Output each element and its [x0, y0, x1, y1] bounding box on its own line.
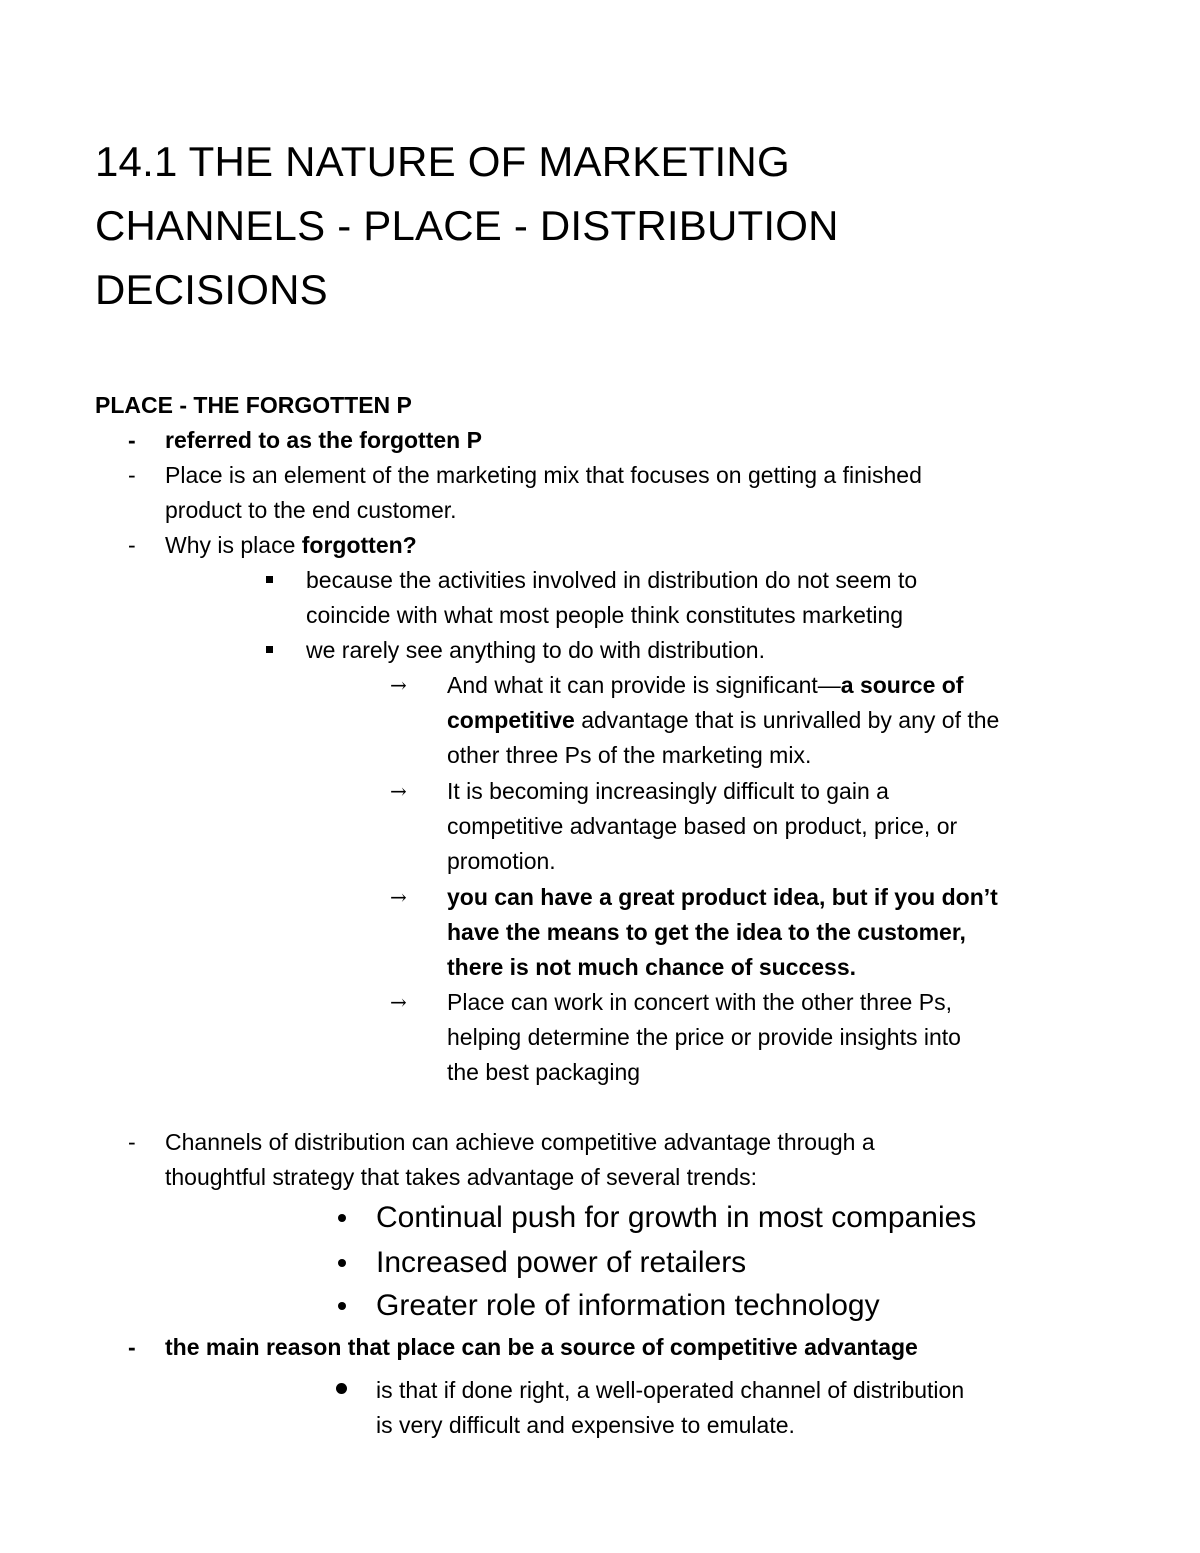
item-text-bold: a source of [840, 672, 964, 698]
arrow-item-continuation: other three Ps of the marketing mix. [447, 742, 812, 768]
arrow-item-continuation: helping determine the price or provide insights into [447, 1024, 961, 1050]
list-item: referred to as the forgotten P [165, 427, 482, 453]
list-item: Place is an element of the marketing mix that focuses on getting a finished [165, 462, 922, 488]
item-text: advantage that is unrivalled by any of the [574, 707, 1000, 733]
item-text: Why is place [165, 532, 302, 558]
dash-marker: - [128, 462, 136, 488]
bullet-icon [338, 1259, 346, 1267]
title-line-1: 14.1 THE NATURE OF MARKETING [95, 138, 790, 185]
arrow-icon: → [390, 885, 407, 909]
trend-item: Continual push for growth in most companies [376, 1201, 977, 1234]
bullet-icon [336, 1383, 347, 1394]
sub-list-item: we rarely see anything to do with distribution. [306, 637, 765, 663]
list-item-continuation: thoughtful strategy that takes advantage of several trends: [165, 1164, 757, 1190]
arrow-item: It is becoming increasingly difficult to gain a [447, 778, 889, 804]
trend-item: Increased power of retailers [376, 1246, 747, 1279]
dash-marker: - [128, 532, 136, 558]
dash-marker: - [128, 1129, 136, 1155]
arrow-icon: → [390, 779, 407, 803]
page-title [95, 130, 995, 322]
dash-marker: - [128, 427, 136, 453]
arrow-item-continuation: have the means to get the idea to the customer, [447, 919, 966, 945]
sub-list-item-continuation: coincide with what most people think constitutes marketing [306, 602, 904, 628]
bullet-icon [338, 1302, 346, 1310]
list-item [165, 528, 417, 563]
list-item: Channels of distribution can achieve competitive advantage through a [165, 1129, 875, 1155]
item-text-bold: forgotten? [301, 532, 417, 558]
sub-list-item: is that if done right, a well-operated channel of distribution [376, 1377, 965, 1403]
arrow-item-continuation [447, 703, 999, 738]
title-line-3: DECISIONS [95, 266, 328, 313]
item-text-bold: competitive [447, 707, 575, 733]
list-item-continuation: product to the end customer. [165, 497, 457, 523]
arrow-item-continuation: the best packaging [447, 1059, 641, 1085]
dash-marker: - [128, 1334, 136, 1360]
title-line-2: CHANNELS - PLACE - DISTRIBUTION [95, 202, 839, 249]
list-item: the main reason that place can be a source of competitive advantage [165, 1334, 918, 1360]
arrow-item: you can have a great product idea, but if you don’t [447, 884, 998, 910]
arrow-item [447, 668, 963, 703]
arrow-icon: → [390, 673, 407, 697]
sub-list-item-continuation: is very difficult and expensive to emulate. [376, 1412, 795, 1438]
arrow-item-continuation: promotion. [447, 848, 556, 874]
arrow-item: Place can work in concert with the other three Ps, [447, 989, 952, 1015]
arrow-item-continuation: there is not much chance of success. [447, 954, 857, 980]
item-text: And what it can provide is significant— [447, 672, 841, 698]
square-bullet-icon [266, 576, 273, 583]
section-heading: PLACE - THE FORGOTTEN P [95, 392, 412, 418]
arrow-icon: → [390, 990, 407, 1014]
square-bullet-icon [266, 646, 273, 653]
sub-list-item: because the activities involved in distribution do not seem to [306, 567, 918, 593]
arrow-item-continuation: competitive advantage based on product, price, or [447, 813, 958, 839]
trend-item: Greater role of information technology [376, 1289, 880, 1322]
bullet-icon [338, 1214, 346, 1222]
